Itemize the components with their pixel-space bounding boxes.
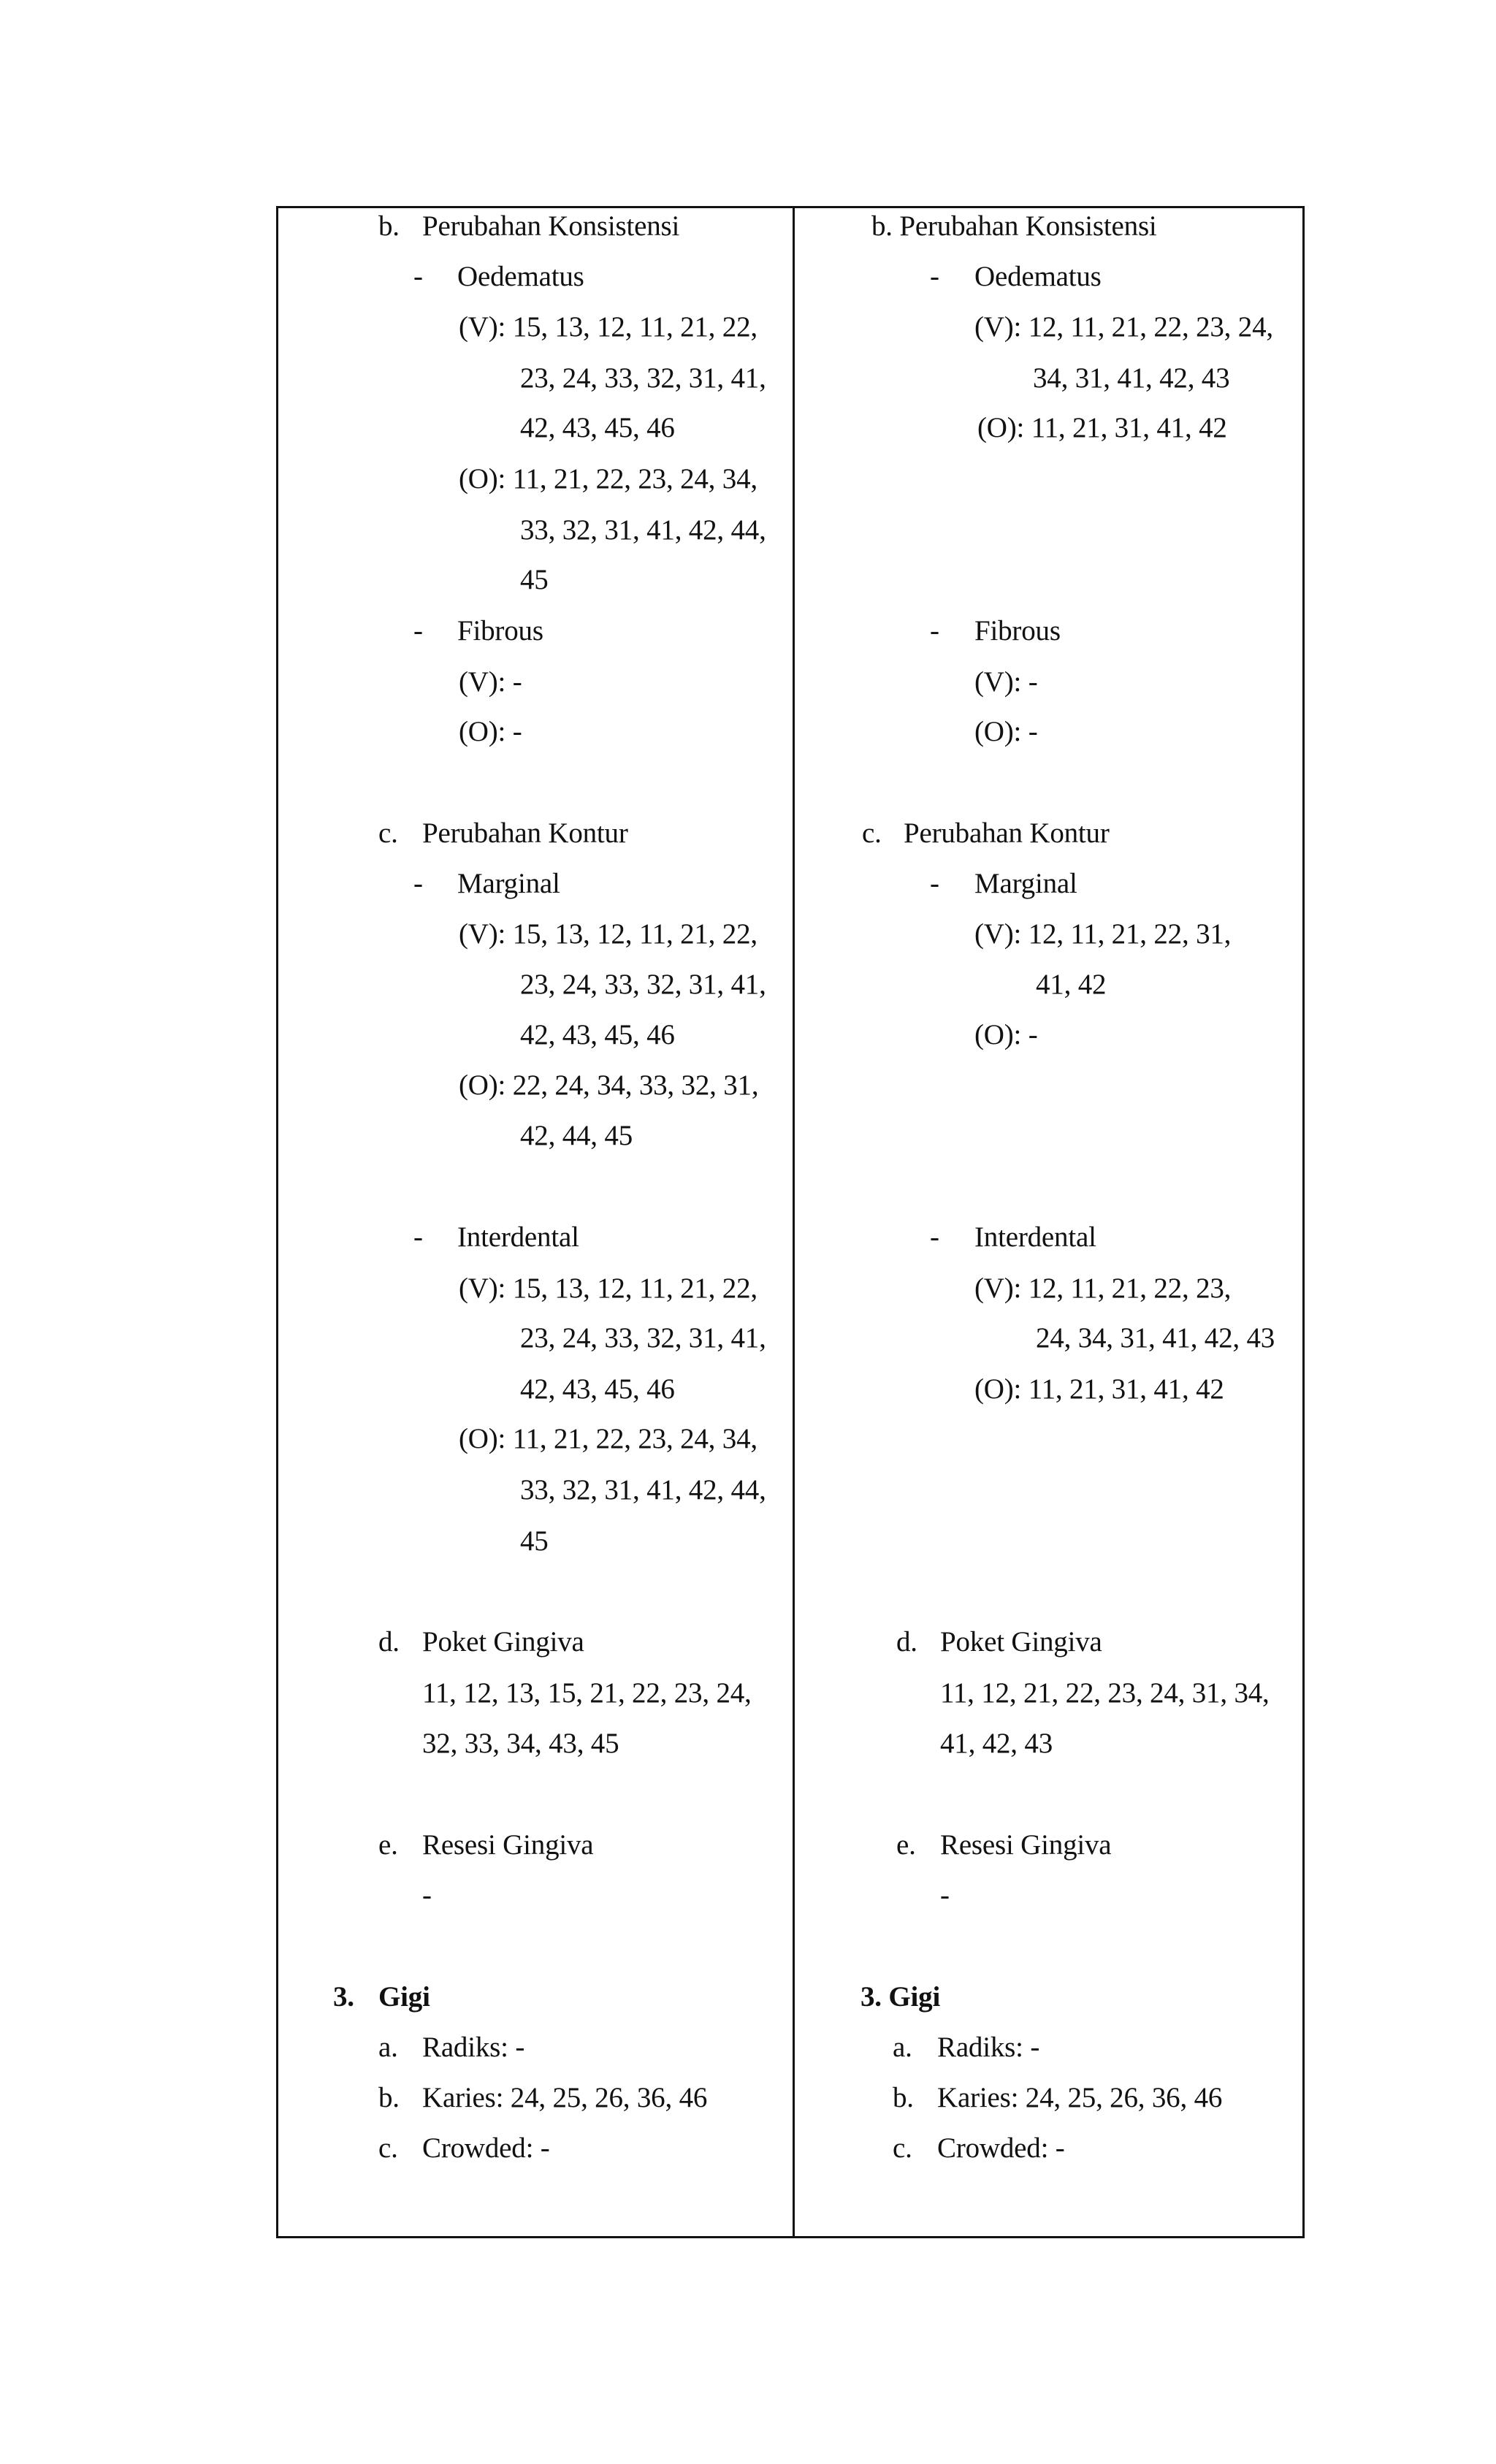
right-radiks-marker: a. [893, 2032, 912, 2063]
left-interdental-o-line1: (O): 11, 21, 22, 23, 24, 34, [459, 1423, 757, 1454]
left-interdental-label: Interdental [457, 1221, 579, 1253]
right-b-heading: b. Perubahan Konsistensi [871, 210, 1157, 242]
left-d-values-line2: 32, 33, 34, 43, 45 [422, 1728, 619, 1759]
comparison-table [276, 206, 1305, 2238]
right-karies: Karies: 24, 25, 26, 36, 46 [937, 2082, 1223, 2113]
left-marginal-v-line3: 42, 43, 45, 46 [520, 1019, 675, 1050]
left-marginal-dash: - [413, 868, 423, 899]
right-d-values-line1: 11, 12, 21, 22, 23, 24, 31, 34, [940, 1677, 1270, 1709]
column-divider [793, 206, 795, 2238]
left-b-marker: b. [378, 210, 400, 242]
right-marginal-v-line2: 41, 42 [1036, 969, 1107, 1000]
right-interdental-v-line1: (V): 12, 11, 21, 22, 23, [974, 1273, 1232, 1304]
left-marginal-v-line2: 23, 24, 33, 32, 31, 41, [520, 969, 766, 1000]
left-e-marker: e. [378, 1829, 398, 1861]
right-d-values-line2: 41, 42, 43 [940, 1728, 1053, 1759]
left-interdental-dash: - [413, 1221, 423, 1253]
right-c-marker: c. [862, 817, 882, 849]
left-c-heading: Perubahan Kontur [422, 817, 628, 849]
left-oedematus-v-line3: 42, 43, 45, 46 [520, 412, 675, 443]
right-marginal-o-line1: (O): - [974, 1019, 1038, 1050]
right-d-marker: d. [896, 1626, 917, 1658]
left-interdental-v-line1: (V): 15, 13, 12, 11, 21, 22, [459, 1273, 757, 1304]
right-interdental-label: Interdental [974, 1221, 1096, 1253]
right-crowded: Crowded: - [937, 2132, 1065, 2164]
left-crowded-marker: c. [378, 2132, 398, 2164]
left-karies: Karies: 24, 25, 26, 36, 46 [422, 2082, 708, 2113]
right-radiks: Radiks: - [937, 2032, 1040, 2063]
right-marginal-dash: - [930, 868, 939, 899]
right-interdental-v-line2: 24, 34, 31, 41, 42, 43 [1036, 1322, 1275, 1354]
right-section-3-title: 3. Gigi [860, 1981, 941, 2013]
right-fibrous-label: Fibrous [974, 615, 1061, 646]
left-oedematus-o-line1: (O): 11, 21, 22, 23, 24, 34, [459, 463, 757, 495]
right-marginal-v-line1: (V): 12, 11, 21, 22, 31, [974, 918, 1232, 950]
right-karies-marker: b. [893, 2082, 914, 2113]
left-section-3-title: Gigi [378, 1981, 430, 2013]
right-oedematus-o-line1: (O): 11, 21, 31, 41, 42 [977, 412, 1227, 443]
right-crowded-marker: c. [893, 2132, 912, 2164]
right-oedematus-v-line1: (V): 12, 11, 21, 22, 23, 24, [974, 311, 1273, 343]
left-d-values-line1: 11, 12, 13, 15, 21, 22, 23, 24, [422, 1677, 752, 1709]
right-e-heading: Resesi Gingiva [940, 1829, 1112, 1861]
right-e-marker: e. [896, 1829, 916, 1861]
right-d-heading: Poket Gingiva [940, 1626, 1102, 1658]
left-oedematus-label: Oedematus [457, 261, 584, 292]
left-interdental-o-line3: 45 [520, 1525, 549, 1557]
left-fibrous-dash: - [413, 615, 423, 646]
left-karies-marker: b. [378, 2082, 400, 2113]
right-oedematus-label: Oedematus [974, 261, 1102, 292]
left-d-heading: Poket Gingiva [422, 1626, 584, 1658]
left-b-heading: Perubahan Konsistensi [422, 210, 680, 242]
left-oedematus-o-line3: 45 [520, 564, 549, 595]
left-interdental-o-line2: 33, 32, 31, 41, 42, 44, [520, 1474, 766, 1506]
left-d-marker: d. [378, 1626, 400, 1658]
right-marginal-label: Marginal [974, 868, 1077, 899]
left-marginal-o-line2: 42, 44, 45 [520, 1120, 633, 1151]
left-e-heading: Resesi Gingiva [422, 1829, 594, 1861]
right-e-value: - [940, 1880, 950, 1911]
left-fibrous-o: (O): - [459, 716, 522, 747]
left-marginal-o-line1: (O): 22, 24, 34, 33, 32, 31, [459, 1069, 759, 1101]
left-radiks-marker: a. [378, 2032, 398, 2063]
right-oedematus-v-line2: 34, 31, 41, 42, 43 [1033, 362, 1230, 394]
left-interdental-v-line3: 42, 43, 45, 46 [520, 1373, 675, 1405]
left-section-3-number: 3. [333, 1981, 354, 2013]
left-marginal-label: Marginal [457, 868, 560, 899]
left-oedematus-o-line2: 33, 32, 31, 41, 42, 44, [520, 514, 766, 546]
right-interdental-dash: - [930, 1221, 939, 1253]
left-crowded: Crowded: - [422, 2132, 550, 2164]
left-oedematus-v-line2: 23, 24, 33, 32, 31, 41, [520, 362, 766, 394]
left-oedematus-v-line1: (V): 15, 13, 12, 11, 21, 22, [459, 311, 757, 343]
left-interdental-v-line2: 23, 24, 33, 32, 31, 41, [520, 1322, 766, 1354]
right-fibrous-dash: - [930, 615, 939, 646]
right-oedematus-dash: - [930, 261, 939, 292]
left-oedematus-dash: - [413, 261, 423, 292]
left-e-value: - [422, 1880, 432, 1911]
left-c-marker: c. [378, 817, 398, 849]
right-interdental-o-line1: (O): 11, 21, 31, 41, 42 [974, 1373, 1224, 1405]
left-radiks: Radiks: - [422, 2032, 525, 2063]
left-marginal-v-line1: (V): 15, 13, 12, 11, 21, 22, [459, 918, 757, 950]
right-c-heading: Perubahan Kontur [904, 817, 1110, 849]
left-fibrous-v: (V): - [459, 666, 522, 698]
right-fibrous-v: (V): - [974, 666, 1038, 698]
left-fibrous-label: Fibrous [457, 615, 543, 646]
right-fibrous-o: (O): - [974, 716, 1038, 747]
